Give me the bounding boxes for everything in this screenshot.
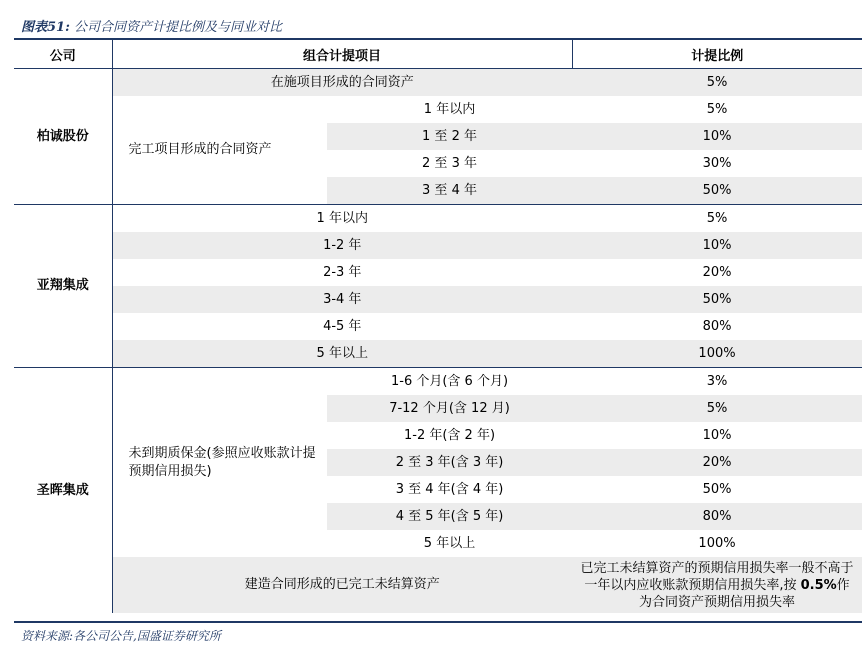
- item-cell: 1 年以内: [316, 210, 368, 226]
- ratio-cell: 50%: [572, 286, 862, 313]
- table-row: [14, 286, 862, 313]
- item-cell: 4-5 年: [323, 318, 362, 334]
- table-row: [14, 313, 862, 340]
- header-company: 公司: [14, 40, 112, 69]
- table-row: [14, 96, 862, 123]
- group-cell: [112, 368, 327, 558]
- item-cell: 5 年以上: [112, 340, 572, 368]
- ratio-cell: 3%: [706, 373, 728, 389]
- ratio-cell: 80%: [572, 503, 862, 530]
- figure-caption: [21, 16, 282, 35]
- group-text: 未到期质保金(参照应收账款计提预期信用损失): [128, 445, 316, 479]
- bottom-rule: [14, 621, 862, 623]
- item-cell: 2 至 3 年: [422, 155, 477, 171]
- item-cell: 4 至 5 年(含 5 年): [327, 503, 572, 530]
- item-cell: 3 至 4 年(含 4 年): [395, 481, 504, 497]
- ratio-cell: 5%: [572, 395, 862, 422]
- company-shenghui: 圣晖集成: [14, 368, 112, 614]
- item-cell: 1-2 年(含 2 年): [403, 427, 496, 443]
- table-row: [14, 232, 862, 259]
- figure-title: 公司合同资产计提比例及与同业对比: [69, 20, 283, 35]
- ratio-cell: 5%: [572, 69, 862, 97]
- table-row: [14, 557, 862, 613]
- comparison-table: [14, 40, 862, 613]
- company-baicheng: 柏诚股份: [14, 69, 112, 205]
- ratio-cell: 100%: [572, 340, 862, 368]
- ratio-cell: 20%: [702, 264, 732, 280]
- table-row: [14, 368, 862, 396]
- ratio-cell: 100%: [698, 535, 736, 551]
- group-cell: 完工项目形成的合同资产: [112, 96, 327, 205]
- header-row: [14, 40, 862, 69]
- table-row: [14, 340, 862, 368]
- ratio-cell: 50%: [572, 177, 862, 205]
- ratio-cell: 5%: [706, 101, 728, 117]
- header-item: 组合计提项目: [112, 40, 572, 69]
- item-cell: 3-4 年: [112, 286, 572, 313]
- item-cell: 1 至 2 年: [327, 123, 572, 150]
- ratio-cell: 30%: [702, 155, 732, 171]
- item-cell: 在施项目形成的合同资产: [112, 69, 572, 97]
- ratio-note-bold: 0.5%: [800, 577, 837, 593]
- company-yaxiang: 亚翔集成: [14, 205, 112, 368]
- header-ratio: 计提比例: [572, 40, 862, 69]
- source-note: 资料来源:各公司公告,国盛证券研究所: [21, 629, 221, 643]
- ratio-note-pre: 已完工未结算资产的预期信用损失率一般不高于一年以内应收账款预期信用损失率,按: [580, 560, 854, 593]
- item-cell: 1-2 年: [112, 232, 572, 259]
- table-row: [14, 205, 862, 233]
- ratio-cell: 20%: [572, 449, 862, 476]
- item-cell: 7-12 个月(含 12 月): [327, 395, 572, 422]
- item-cell: 2-3 年: [323, 264, 362, 280]
- ratio-cell: 10%: [702, 427, 732, 443]
- item-cell: 5 年以上: [423, 535, 476, 551]
- ratio-cell: 10%: [572, 123, 862, 150]
- ratio-cell: 50%: [702, 481, 732, 497]
- ratio-cell: 10%: [572, 232, 862, 259]
- ratio-note-cell: [572, 557, 862, 613]
- table-row: [14, 69, 862, 97]
- figure-number: 图表51:: [21, 20, 70, 35]
- item-cell: 3 至 4 年: [327, 177, 572, 205]
- item-cell: 2 至 3 年(含 3 年): [327, 449, 572, 476]
- ratio-cell: 5%: [706, 210, 728, 226]
- item-cell: 1-6 个月(含 6 个月): [390, 373, 509, 389]
- item-cell: 1 年以内: [423, 101, 476, 117]
- ratio-note-post: 作为合同资产预期信用损失率: [639, 577, 850, 610]
- table-row: [14, 259, 862, 286]
- item-cell: 建造合同形成的已完工未结算资产: [112, 557, 572, 613]
- ratio-cell: 80%: [702, 318, 732, 334]
